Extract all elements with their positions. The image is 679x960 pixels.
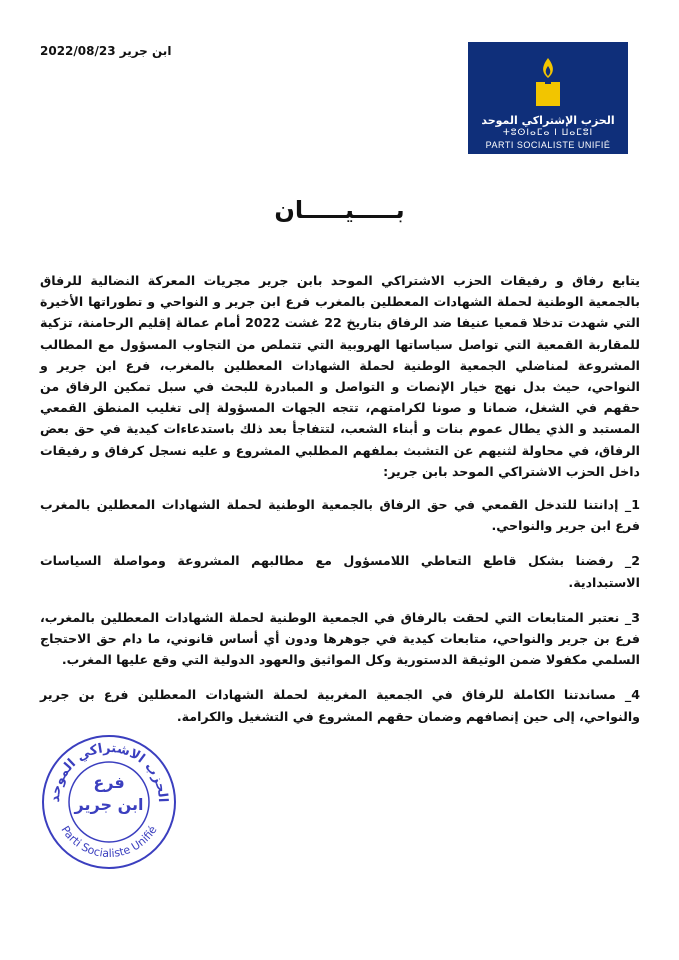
intro-paragraph: يتابع رفاق و رفيقات الحزب الاشتراكي الموحد بابن جرير مجريات المعركة النضالية للرفاق بالجمعية الوطنية لحملة الشهادات المعطلين بالمغرب فرع ابن جرير و النواحي و تطوراتها الأخيرة التي شهدت تدخلا قمعيا عنيفا ضد الرفاق بتاريخ 22 غشت 2022 أمام عمالة إقليم الرحامنة، تزكية للمقاربة القمعية التي تواصل سياساتها الهروبية التي تتملص من التجاوب المسؤول مع المطالب المشروعة لمناضلي الجمعية الوطنية لحملة الشهادات المعطلين بالمغرب، فرع ابن جرير و النواحي، حيث بدل نهج خيار الإنصات و التواصل و المبادرة للبحث في سبل تمكين الرفاق من حقهم في الشغل، ضمانا و صونا لكرامتهم، تتجه الجهات المسؤولة إلى تغليب المنطق القمعي المستبد و الذي يطال عموم بنات و أبناء الشعب، لتتفاجأ بعد ذلك باستدعاءات كيدية في حق بعض الرفاق، في محاولة لثنيهم عن التشبث بملفهم المطلبي المشروع و عليه نسجل كرفاق و رفيقات داخل الحزب الاشتراكي الموحد بابن جرير:	[40, 273, 640, 479]
svg-text:الحزب الاشتراكي الموحد	[48, 741, 170, 803]
statement-body	[40, 270, 640, 741]
stamp-branch-label: فرع	[93, 773, 125, 792]
branch-stamp	[40, 733, 178, 871]
party-logo	[468, 42, 628, 154]
stamp-ring-french: Parti Socialiste Unifié	[58, 823, 160, 861]
statement-item-4: 4_ مساندتنا الكاملة للرفاق في الجمعية المغربية لحملة الشهادات المعطلين فرع بن جرير والنواحي، إلى حين إنصافهم وضمان حقهم المشروع في التشغيل والكرامة.	[40, 687, 640, 724]
city-name: ابن جرير	[119, 44, 172, 58]
document-date: 2022/08/23	[40, 44, 116, 58]
logo-arabic-name: الحزب الإشتراكي الموحد	[481, 114, 615, 127]
date-line	[40, 44, 200, 58]
document-title: بـــــيـــــان	[274, 196, 405, 224]
statement-item-2: 2_ رفضنا بشكل قاطع التعاطي اللامسؤول مع مطالبهم المشروعة ومواصلة السياسات الاستبدادية.	[40, 553, 640, 590]
stamp-ring-arabic: الحزب الاشتراكي الموحد	[47, 740, 171, 803]
candle-icon	[530, 56, 566, 108]
statement-item-3: 3_ نعتبر المتابعات التي لحقت بالرفاق في الجمعية الوطنية لحملة الشهادات المعطلين بالمغرب، فرع بن جرير والنواحي، متابعات كيدية في جوهرها ودون أي أساس قانوني، ما دام حق الاحتجاج السلمي مكفولا ضمن الوثيقة الدستورية وكل المواثيق والعهود الدولية التي وقع عليها المغرب.	[40, 609, 640, 668]
stamp-branch-city: ابن جرير	[74, 795, 144, 814]
statement-item-1: 1_ إدانتنا للتدخل القمعي في حق الرفاق بالجمعية الوطنية لحملة الشهادات المعطلين بالمغرب فرع ابن جرير والنواحي.	[40, 497, 640, 534]
logo-tifinagh-name: ⵜⵓⵙⵏⴰⵎⴰ ⵏ ⵡⴰⵎⵓⵏ	[502, 128, 594, 138]
logo-french-name: PARTI SOCIALISTE UNIFIÉ	[485, 140, 611, 150]
